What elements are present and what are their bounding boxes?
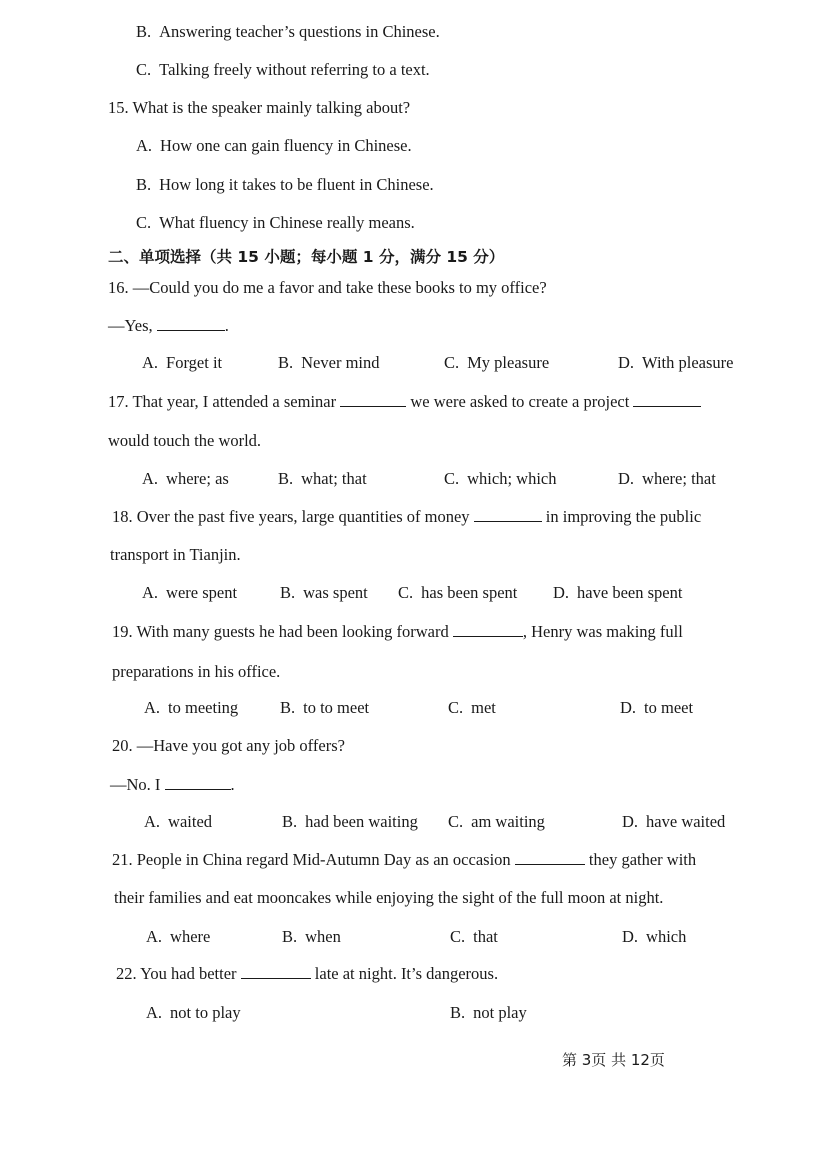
option-letter: B. [136,175,152,194]
option-c [136,213,415,233]
option-text: which [646,927,687,946]
option-text: With pleasure [642,353,734,372]
question-number: 20. [112,736,133,755]
option-text: How long it takes to be fluent in Chinese. [159,175,434,194]
option-text: to to meet [303,698,370,717]
question-16-reply [108,316,229,336]
option-letter: C. [136,213,152,232]
option-text: when [305,927,341,946]
option-a [136,136,412,156]
option-letter: A. [142,353,159,372]
reply-end: . [224,316,229,335]
option-letter: C. [448,812,464,831]
question-number: 21. [112,850,133,869]
option-c [450,927,498,947]
option-b [278,353,380,373]
option-text: not play [473,1003,527,1022]
option-b [136,22,440,42]
option-text: What fluency in Chinese really means. [159,213,415,232]
answer-blank [453,635,523,637]
option-text: which; which [467,469,557,488]
option-text: Forget it [166,353,223,372]
option-d [618,469,716,489]
option-letter: C. [450,927,466,946]
option-letter: B. [280,698,296,717]
option-text: were spent [166,583,238,602]
option-text: to meet [644,698,694,717]
option-text: have been spent [577,583,683,602]
question-18 [112,507,701,527]
option-text: Answering teacher’s questions in Chinese. [159,22,440,41]
question-stem-part2: late at night. It’s dangerous. [314,964,499,983]
question-16 [108,278,547,298]
answer-blank [165,788,231,790]
option-letter: B. [136,22,152,41]
option-c [448,812,545,832]
option-text: was spent [303,583,368,602]
option-b [282,927,341,947]
option-c [444,469,557,489]
option-letter: C. [398,583,414,602]
option-letter: D. [622,812,639,831]
answer-blank [241,977,311,979]
question-17-line2: would touch the world. [108,431,262,450]
question-stem-part2: in improving the public [545,507,702,526]
question-stem-part1: You had better [140,964,237,983]
answer-blank [633,405,701,407]
option-a [142,353,222,373]
option-text: had been waiting [305,812,418,831]
option-text: where [170,927,211,946]
option-text: where; that [642,469,716,488]
option-text: am waiting [471,812,545,831]
question-number: 18. [112,507,133,526]
option-letter: D. [618,353,635,372]
option-letter: C. [444,353,460,372]
question-stem: —Could you do me a favor and take these books to my office? [132,278,547,297]
option-letter: B. [282,927,298,946]
option-d [553,583,682,603]
option-letter: B. [278,469,294,488]
option-letter: D. [620,698,637,717]
option-text: How one can gain fluency in Chinese. [160,136,412,155]
question-20-reply [110,775,235,795]
option-letter: A. [144,698,161,717]
question-stem-part2: they gather with [588,850,697,869]
option-c [444,353,549,373]
option-b [282,812,418,832]
option-letter: C. [136,60,152,79]
question-stem-part1: With many guests he had been looking forward [136,622,449,641]
question-stem-part1: People in China regard Mid-Autumn Day as an occasion [136,850,511,869]
question-stem-part1: That year, I attended a seminar [132,392,337,411]
option-a [146,927,210,947]
option-c [398,583,517,603]
question-18-line2: transport in Tianjin. [110,545,241,564]
option-text: waited [168,812,213,831]
question-19 [112,622,683,642]
question-stem: What is the speaker mainly talking about? [132,98,411,117]
question-number: 15. [108,98,129,117]
option-text: to meeting [168,698,239,717]
question-number: 17. [108,392,129,411]
section-heading: 二、单项选择（共 15 小题；每小题 1 分，满分 15 分） [108,248,505,266]
option-b [278,469,367,489]
question-19-line2: preparations in his office. [112,662,281,681]
question-stem: —Have you got any job offers? [136,736,345,755]
option-text: Talking freely without referring to a text. [159,60,430,79]
option-letter: B. [278,353,294,372]
option-a [142,583,237,603]
question-21 [112,850,696,870]
option-a [142,469,229,489]
option-d [618,353,733,373]
option-letter: A. [136,136,153,155]
reply-end: . [230,775,235,794]
answer-blank [515,863,585,865]
option-a [146,1003,241,1023]
option-letter: D. [618,469,635,488]
option-letter: D. [553,583,570,602]
option-letter: B. [282,812,298,831]
option-letter: C. [444,469,460,488]
question-number: 19. [112,622,133,641]
question-number: 22. [116,964,137,983]
option-letter: A. [146,1003,163,1022]
reply-text: —No. I [110,775,161,794]
option-text: Never mind [301,353,380,372]
option-d [620,698,693,718]
option-letter: D. [622,927,639,946]
option-d [622,812,725,832]
option-text: what; that [301,469,367,488]
question-20 [112,736,345,756]
option-a [144,812,212,832]
option-letter: B. [280,583,296,602]
page-number: 第 3页 共 12页 [562,1051,665,1069]
option-a [144,698,238,718]
option-text: not to play [170,1003,241,1022]
option-text: that [473,927,498,946]
reply-text: —Yes, [108,316,153,335]
option-text: have waited [646,812,726,831]
option-letter: C. [448,698,464,717]
option-b [450,1003,527,1023]
answer-blank [157,329,225,331]
question-17 [108,392,701,412]
question-stem-part2: , Henry was making full [522,622,683,641]
option-text: has been spent [421,583,518,602]
option-text: where; as [166,469,229,488]
question-22 [116,964,498,984]
option-text: met [471,698,496,717]
option-letter: A. [144,812,161,831]
option-letter: A. [142,583,159,602]
option-b [136,175,434,195]
option-letter: A. [142,469,159,488]
question-21-line2: their families and eat mooncakes while enjoying the sight of the full moon at night. [114,888,664,907]
question-number: 16. [108,278,129,297]
answer-blank [474,520,542,522]
question-stem-part1: Over the past five years, large quantities of money [136,507,470,526]
option-c [136,60,430,80]
question-15 [108,98,410,118]
option-letter: A. [146,927,163,946]
option-c [448,698,496,718]
option-letter: B. [450,1003,466,1022]
option-b [280,698,369,718]
question-stem-part2: we were asked to create a project [410,392,630,411]
answer-blank [340,405,406,407]
option-d [622,927,686,947]
option-text: My pleasure [467,353,550,372]
option-b [280,583,368,603]
